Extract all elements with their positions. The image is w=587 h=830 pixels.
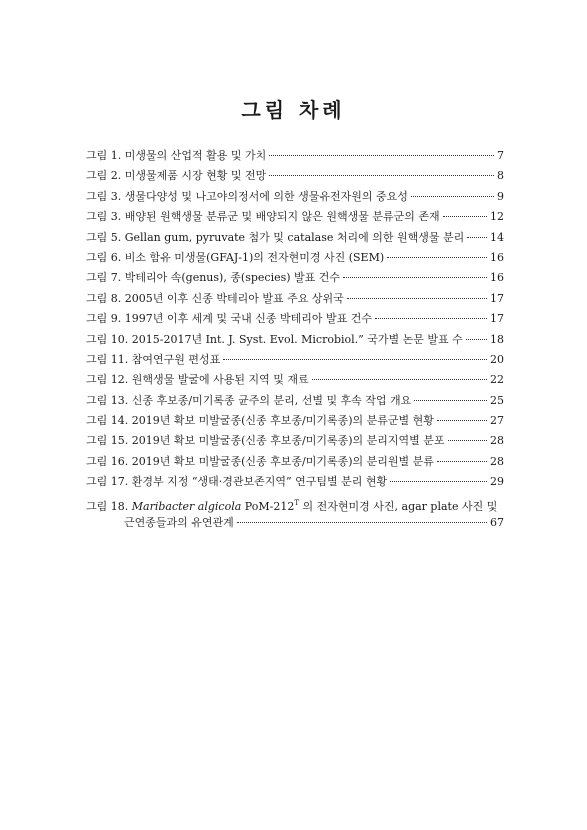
entry-label: 그림 9. 1997년 이후 세계 및 국내 신종 박테리아 발표 건수 (86, 312, 372, 326)
dot-leader (237, 522, 487, 523)
page-title: 그림 차례 (241, 98, 346, 122)
entry-page: 25 (490, 393, 504, 407)
entry-label: 그림 10. 2015-2017년 Int. J. Syst. Evol. Microbiol.” 국가별 논문 발표 수 (86, 332, 463, 346)
dot-leader (347, 298, 487, 299)
entry-label: 그림 16. 2019년 확보 미발굴종(신종 후보종/미기록종)의 분리원별 분류 (86, 454, 434, 468)
dot-leader (343, 277, 487, 278)
entry-page: 27 (490, 414, 504, 428)
toc-entry (86, 166, 504, 186)
toc-entry (86, 493, 504, 513)
toc-entry (86, 309, 504, 329)
dot-leader (269, 175, 494, 176)
entry-label: 그림 14. 2019년 확보 미발굴종(신종 후보종/미기록종)의 분류군별 현황 (86, 414, 434, 428)
dot-leader (437, 420, 487, 421)
entry-page: 17 (490, 312, 504, 326)
dot-leader (414, 400, 487, 401)
dot-leader (387, 257, 487, 258)
entry-label: 그림 12. 원핵생물 발굴에 사용된 지역 및 재료 (86, 373, 309, 387)
entry-label: 그림 13. 신종 후보종/미기록종 균주의 분리, 선별 및 후속 작업 개요 (86, 393, 412, 407)
toc-entry (86, 452, 504, 472)
entry-page: 16 (490, 271, 504, 285)
dot-leader (466, 339, 487, 340)
entry-page: 7 (497, 149, 504, 162)
toc-entry (86, 370, 504, 390)
entry-label: 그림 3. 배양된 원핵생물 분류군 및 배양되지 않은 원핵생물 분류군의 존재 (86, 210, 440, 224)
toc-entry (86, 228, 504, 248)
entry-page: 18 (490, 332, 504, 346)
entry-label: 그림 17. 환경부 지정 “생태·경관보존지역” 연구팀별 분리 현황 (86, 475, 388, 489)
entry-page: 14 (490, 230, 504, 244)
entry-label: 그림 2. 미생물제품 시장 현황 및 전망 (86, 169, 267, 183)
toc-entry (86, 207, 504, 227)
dot-leader (467, 237, 487, 238)
entry-page: 29 (490, 475, 504, 489)
entry-label: 그림 3. 생물다양성 및 나고야의정서에 의한 생물유전자원의 중요성 (86, 189, 408, 203)
entry-page: 28 (490, 434, 504, 448)
dot-leader (312, 379, 487, 380)
entry-page: 9 (497, 189, 504, 203)
entry-rest: 의 전자현미경 사진, agar plate 사진 및 (299, 499, 498, 513)
dot-leader (390, 481, 487, 482)
entry-label: 그림 7. 박테리아 속(genus), 종(species) 발표 건수 (86, 271, 341, 285)
entry-page: 17 (490, 291, 504, 305)
toc-entry (86, 248, 504, 268)
dot-leader (223, 359, 487, 360)
entry-page: 8 (497, 169, 504, 183)
entry-page: 67 (490, 516, 504, 530)
entry-page: 12 (490, 210, 504, 224)
toc-entry (86, 472, 504, 492)
toc-entry (86, 431, 504, 451)
dot-leader (375, 318, 487, 319)
entry-label: 그림 1. 미생물의 산업적 활용 및 가치 (86, 149, 267, 162)
toc-entry (86, 330, 504, 350)
entry-page: 22 (490, 373, 504, 387)
entry-label: 그림 11. 참여연구원 편성표 (86, 352, 221, 366)
entry-page: 28 (490, 454, 504, 468)
dot-leader (269, 155, 494, 156)
entry-page: 20 (490, 352, 504, 366)
dot-leader (448, 440, 487, 441)
dot-leader (411, 196, 494, 197)
dot-leader (437, 461, 487, 462)
toc-entry (86, 289, 504, 309)
entry-label: 그림 5. Gellan gum, pyruvate 첨가 및 catalase 처리에 의한 원핵생물 분리 (86, 230, 465, 244)
entry-page: 16 (490, 250, 504, 264)
toc-entry (86, 146, 504, 166)
species-name: Maribacter algicola (131, 499, 242, 513)
toc-entry (86, 391, 504, 411)
toc-entry (86, 187, 504, 207)
strain-name: PoM-212 (241, 499, 295, 513)
entry-label: 그림 6. 비소 함유 미생물(GFAJ-1)의 전자현미경 사진 (SEM) (86, 250, 385, 264)
entry-label: 그림 15. 2019년 확보 미발굴종(신종 후보종/미기록종)의 분리지역별 분포 (86, 434, 445, 448)
toc-entry (86, 411, 504, 431)
entry-label: 근연종들과의 유연관계 (124, 516, 234, 530)
toc-entry (86, 350, 504, 370)
figure-list (86, 146, 504, 533)
dot-leader (443, 216, 487, 217)
entry-label: 그림 8. 2005년 이후 신종 박테리아 발표 주요 상위국 (86, 291, 344, 305)
type-strain-mark: T (294, 498, 300, 507)
toc-entry (86, 268, 504, 288)
entry-prefix: 그림 18. (86, 499, 132, 513)
